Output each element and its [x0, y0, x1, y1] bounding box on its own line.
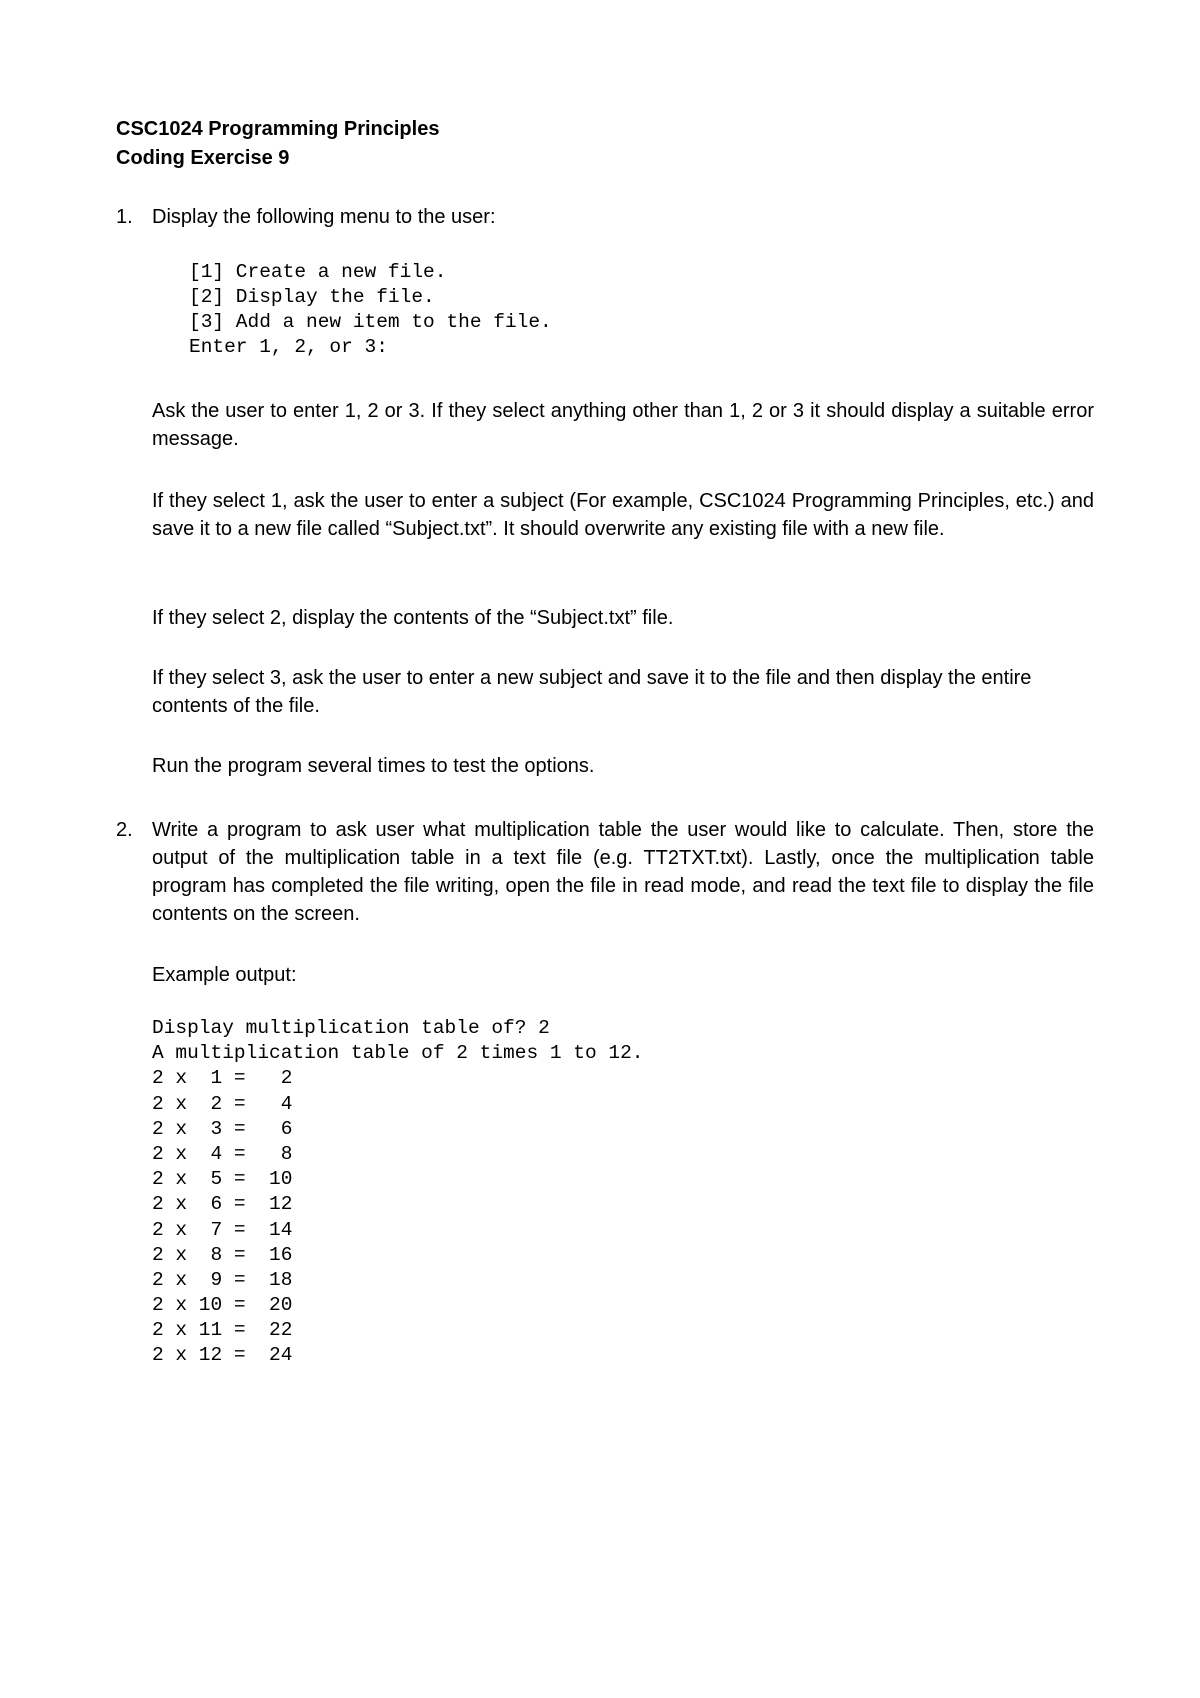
output-line: 2 x 11 = 22: [152, 1319, 293, 1342]
question-1-intro: Display the following menu to the user:: [152, 206, 496, 228]
question-1-number: 1.: [116, 206, 133, 228]
output-line: 2 x 3 = 6: [152, 1117, 293, 1140]
output-line: 2 x 8 = 16: [152, 1243, 293, 1266]
example-output-block: [152, 1016, 643, 1369]
menu-line: [3] Add a new item to the file.: [189, 311, 552, 333]
question-1-paragraph-option-2: If they select 2, display the contents of the “Subject.txt” file.: [152, 607, 674, 629]
menu-code-block: [189, 260, 552, 360]
output-line: 2 x 6 = 12: [152, 1193, 293, 1216]
course-title: CSC1024 Programming Principles: [116, 118, 440, 140]
menu-line: [1] Create a new file.: [189, 261, 447, 283]
menu-line: [2] Display the file.: [189, 286, 435, 308]
output-line: 2 x 10 = 20: [152, 1294, 293, 1317]
example-output-label: Example output:: [152, 964, 297, 986]
output-line: Display multiplication table of? 2: [152, 1017, 550, 1039]
output-line: 2 x 12 = 24: [152, 1344, 293, 1367]
question-2-text: Write a program to ask user what multiplication table the user would like to calculate. Then, store the output of the multiplication table in a text file (e.g. TT2TXT.txt). Lastly, once the multiplication table program has completed the file writing, open the file in read mode, and read the text file to display the file contents on the screen.: [152, 819, 1094, 925]
menu-line: Enter 1, 2, or 3:: [189, 336, 388, 358]
output-line: 2 x 7 = 14: [152, 1218, 293, 1241]
output-line: 2 x 4 = 8: [152, 1142, 293, 1165]
question-2-number: 2.: [116, 819, 133, 841]
question-1-paragraph-run: Run the program several times to test the options.: [152, 755, 595, 777]
question-1-paragraph-option-1: If they select 1, ask the user to enter a subject (For example, CSC1024 Programming Principles, etc.) and save it to a new file called “Subject.txt”. It should overwrite any existing file with a new file.: [152, 490, 1094, 540]
output-line: 2 x 5 = 10: [152, 1168, 293, 1191]
output-line: A multiplication table of 2 times 1 to 12.: [152, 1042, 644, 1065]
question-1-paragraph-option-3: If they select 3, ask the user to enter a new subject and save it to the file and then display the entire contents of the file.: [152, 667, 1032, 717]
output-line: 2 x 1 = 2: [152, 1067, 293, 1090]
exercise-title: Coding Exercise 9: [116, 147, 290, 169]
question-1-paragraph-input: Ask the user to enter 1, 2 or 3. If they select anything other than 1, 2 or 3 it should display a suitable error message.: [152, 400, 1094, 450]
output-line: 2 x 2 = 4: [152, 1092, 293, 1115]
output-line: 2 x 9 = 18: [152, 1268, 293, 1291]
